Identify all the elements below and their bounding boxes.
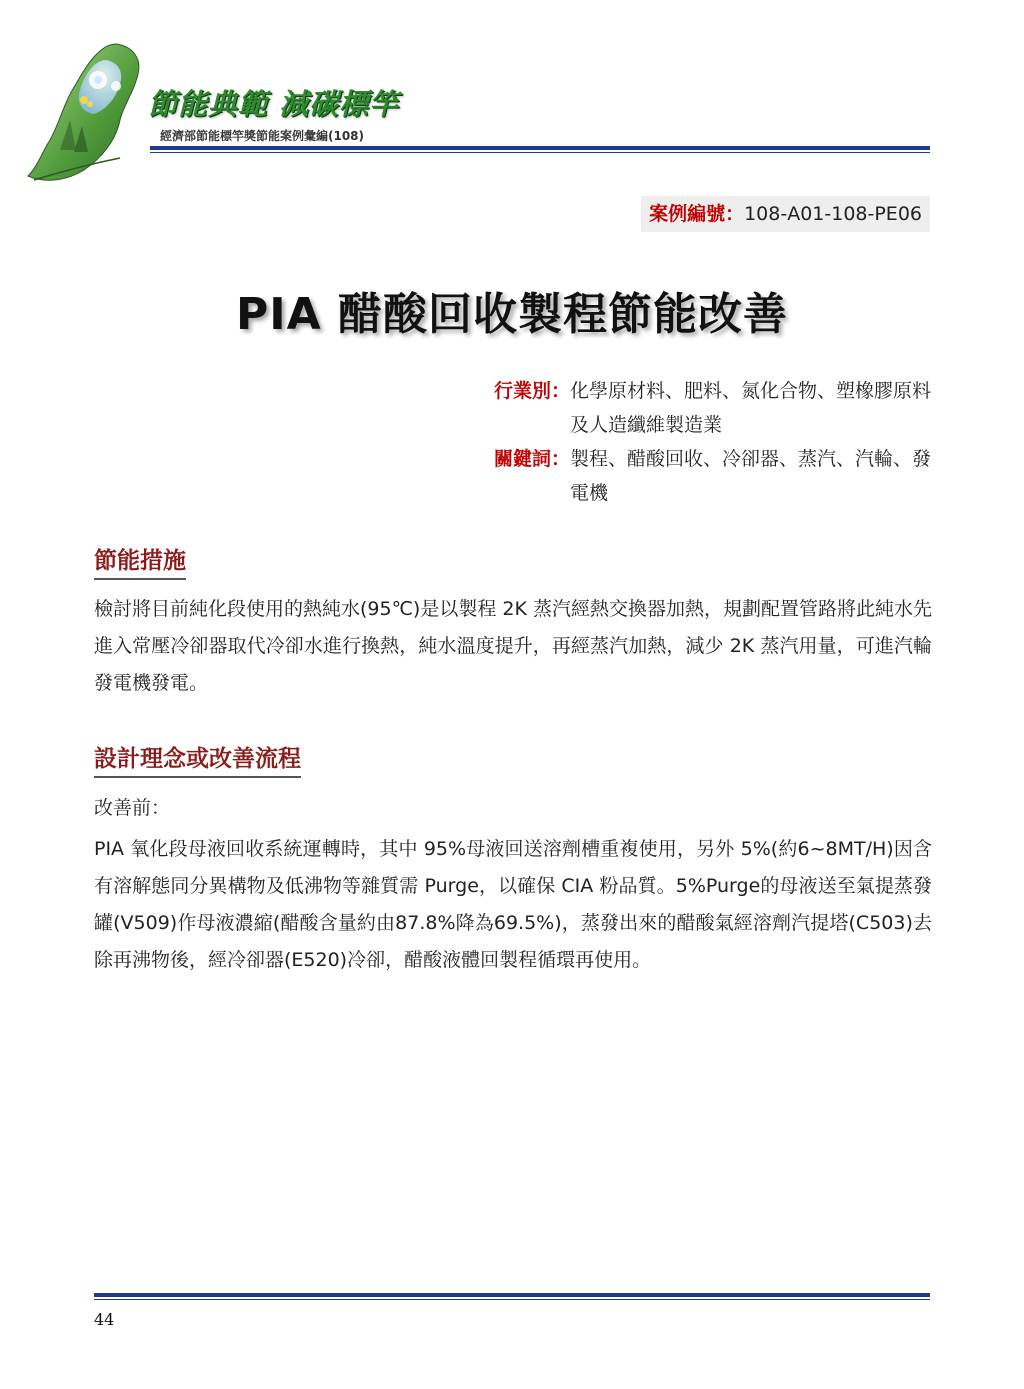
keywords-label: 關鍵詞： — [494, 448, 571, 470]
page-title: PIA 醋酸回收製程節能改善 — [236, 289, 788, 340]
taiwan-leaf-logo — [20, 40, 160, 185]
section-heading-measures: 節能措施 — [94, 542, 186, 580]
before-label: 改善前： — [94, 797, 171, 819]
keywords-value: 製程、醋酸回收、冷卻器、蒸汽、汽輪、發電機 — [570, 448, 932, 504]
section-heading-design: 設計理念或改善流程 — [94, 740, 301, 778]
case-number-value: 108-A01-108-PE06 — [744, 203, 922, 225]
case-number-label: 案例編號： — [649, 203, 745, 225]
measures-paragraph: 檢討將目前純化段使用的熱純水(95℃)是以製程 2K 蒸汽經熱交換器加熱，規劃配置管路將此純水先進入常壓冷卻器取代冷卻水進行換熱，純水溫度提升，再經蒸汽加熱，減少 2K 蒸汽用量，可進汽輪發電機發電。 — [94, 598, 932, 694]
industry-value: 化學原材料、肥料、氮化合物、塑橡膠原料及人造纖維製造業 — [570, 380, 932, 436]
slogan: 節能典範 減碳標竿 — [148, 87, 400, 121]
industry-row — [494, 374, 934, 442]
footer-divider — [94, 1293, 930, 1297]
header-divider-thin — [150, 152, 930, 153]
case-number-box — [641, 196, 930, 232]
page-number: 44 — [94, 1310, 115, 1329]
industry-label: 行業別： — [494, 380, 571, 402]
design-paragraph: PIA 氧化段母液回收系統運轉時，其中 95%母液回送溶劑槽重複使用，另外 5%(約6~8MT/H)因含有溶解態同分異構物及低沸物等雜質需 Purge，以確保 CIA 粉品質。5%Purge的母液送至氣提蒸發罐(V509)作母液濃縮(醋酸含量約由87.8%降為69.5%)，蒸發出來的醋酸氣經溶劑汽提塔(C503)去除再沸物後，經冷卻器(E520)冷卻，醋酸液體回製程循環再使用。 — [94, 838, 932, 971]
publication-subtitle: 經濟部節能標竿獎節能案例彙編(108) — [160, 129, 365, 143]
footer-divider-thin — [94, 1299, 930, 1300]
header-divider — [150, 146, 930, 150]
keywords-row — [494, 442, 934, 510]
case-meta — [494, 374, 934, 510]
